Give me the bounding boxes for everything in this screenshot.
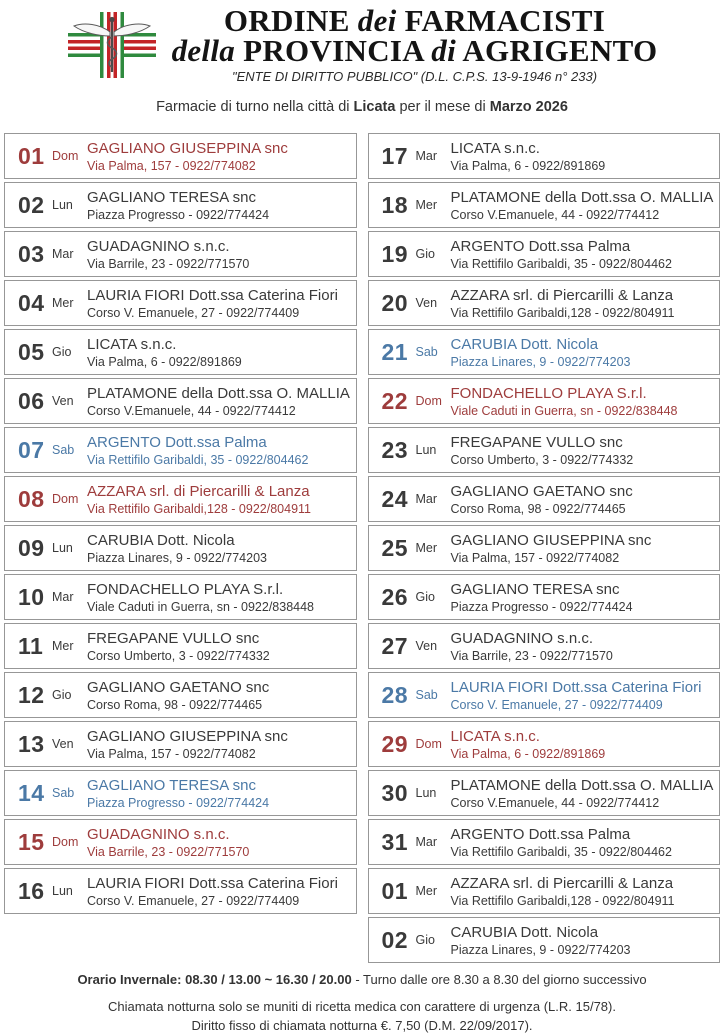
pharmacy-name: GUADAGNINO s.n.c. bbox=[450, 629, 594, 647]
pharmacy-address: Via Palma, 157 - 0922/774082 bbox=[87, 746, 256, 761]
pharmacy-info bbox=[451, 336, 631, 369]
pharmacy-name: LAURIA FIORI Dott.ssa Caterina Fiori bbox=[87, 874, 338, 892]
pharmacy-info bbox=[87, 385, 350, 418]
day-of-week: Gio bbox=[415, 247, 435, 261]
day-number: 07 bbox=[18, 436, 45, 463]
pharmacy-info bbox=[451, 532, 652, 565]
pharmacy-name: ARGENTO Dott.ssa Palma bbox=[87, 433, 267, 451]
day-number: 25 bbox=[381, 534, 409, 561]
pharmacy-info bbox=[87, 287, 338, 320]
duty-row bbox=[4, 378, 357, 424]
pharmacy-info bbox=[451, 924, 631, 957]
pharmacy-address: Via Barrile, 23 - 0922/771570 bbox=[87, 844, 250, 859]
day-number: 05 bbox=[18, 338, 45, 365]
pharmacy-info bbox=[451, 140, 606, 173]
duty-row bbox=[368, 574, 721, 620]
pharmacy-name: AZZARA srl. di Piercarilli & Lanza bbox=[87, 482, 310, 500]
pharmacy-name: LAURIA FIORI Dott.ssa Caterina Fiori bbox=[87, 286, 338, 304]
pharmacy-address: Via Palma, 6 - 0922/891869 bbox=[87, 354, 242, 369]
text-segment: della bbox=[171, 33, 236, 68]
duty-row bbox=[4, 770, 357, 816]
day-number: 26 bbox=[381, 583, 409, 610]
day-number: 29 bbox=[381, 730, 409, 757]
duty-row bbox=[4, 574, 357, 620]
duty-row bbox=[368, 868, 721, 914]
duty-row bbox=[368, 182, 721, 228]
pharmacy-info bbox=[451, 728, 606, 761]
pharmacy-address: Corso V. Emanuele, 27 - 0922/774409 bbox=[87, 893, 300, 908]
day-of-week: Mar bbox=[52, 590, 74, 604]
pharmacy-address: Via Rettifilo Garibaldi, 35 - 0922/804462 bbox=[450, 256, 672, 271]
pharmacy-name: GAGLIANO TERESA snc bbox=[87, 776, 256, 794]
pharmacy-address: Corso V.Emanuele, 44 - 0922/774412 bbox=[450, 207, 660, 222]
pharmacy-info bbox=[451, 875, 675, 908]
day-of-week: Mar bbox=[415, 835, 438, 849]
pharmacy-address: Corso V. Emanuele, 27 - 0922/774409 bbox=[450, 697, 663, 712]
duty-row bbox=[368, 280, 721, 326]
duty-row bbox=[4, 133, 357, 179]
day-of-week: Lun bbox=[415, 786, 437, 800]
duty-row bbox=[4, 819, 357, 865]
duty-column-right bbox=[368, 133, 721, 963]
pharmacy-info bbox=[87, 875, 338, 908]
day-of-week: Sab bbox=[52, 443, 75, 457]
pharmacy-info bbox=[87, 532, 267, 565]
day-number: 27 bbox=[381, 632, 409, 659]
pharmacy-name: LICATA s.n.c. bbox=[450, 727, 540, 745]
pharmacy-address: Viale Caduti in Guerra, sn - 0922/838448 bbox=[450, 403, 678, 418]
day-number: 12 bbox=[18, 681, 45, 708]
duty-column-left bbox=[4, 133, 357, 914]
pharmacy-address: Corso Umberto, 3 - 0922/774332 bbox=[87, 648, 270, 663]
pharmacy-address: Via Barrile, 23 - 0922/771570 bbox=[87, 256, 250, 271]
duty-row bbox=[4, 280, 357, 326]
org-legal-subtitle: "ENTE DI DIRITTO PUBBLICO" (D.L. C.P.S. 13-9-1946 n° 233) bbox=[231, 69, 598, 84]
day-of-week: Mar bbox=[415, 492, 438, 506]
duty-row bbox=[368, 133, 721, 179]
pharmacy-name: GAGLIANO GAETANO snc bbox=[87, 678, 270, 696]
pharmacy-name: FREGAPANE VULLO snc bbox=[87, 629, 260, 647]
pharmacy-name: LAURIA FIORI Dott.ssa Caterina Fiori bbox=[450, 678, 702, 696]
day-of-week: Ven bbox=[52, 737, 74, 751]
duty-row bbox=[4, 672, 357, 718]
day-number: 04 bbox=[18, 289, 45, 316]
day-of-week: Mer bbox=[52, 296, 74, 310]
pharmacy-info bbox=[451, 287, 675, 320]
duty-row bbox=[368, 378, 721, 424]
day-of-week: Sab bbox=[52, 786, 75, 800]
pharmacy-info bbox=[451, 679, 702, 712]
day-number: 01 bbox=[381, 877, 409, 904]
pharmacy-info bbox=[87, 777, 269, 810]
pharmacy-address: Via Rettifilo Garibaldi, 35 - 0922/804462 bbox=[450, 844, 672, 859]
pharmacy-address: Via Palma, 157 - 0922/774082 bbox=[450, 550, 620, 565]
day-of-week: Sab bbox=[415, 345, 438, 359]
day-of-week: Lun bbox=[52, 541, 73, 555]
pharmacy-address: Corso Umberto, 3 - 0922/774332 bbox=[450, 452, 634, 467]
pharmacy-address: Via Palma, 6 - 0922/891869 bbox=[450, 746, 606, 761]
day-of-week: Mar bbox=[415, 149, 438, 163]
day-of-week: Sab bbox=[415, 688, 438, 702]
pharmacy-info bbox=[87, 826, 249, 859]
text-segment: dei bbox=[357, 3, 397, 38]
pharmacy-address: Piazza Progresso - 0922/774424 bbox=[87, 207, 270, 222]
duty-row bbox=[4, 868, 357, 914]
pharmacy-address: Piazza Linares, 9 - 0922/774203 bbox=[450, 354, 631, 369]
pharmacy-address: Piazza Linares, 9 - 0922/774203 bbox=[450, 942, 631, 957]
duty-row bbox=[368, 770, 721, 816]
pharmacy-info bbox=[451, 581, 633, 614]
day-number: 13 bbox=[18, 730, 45, 757]
duty-row bbox=[368, 329, 721, 375]
pharmacy-name: FREGAPANE VULLO snc bbox=[450, 433, 623, 451]
duty-row bbox=[4, 231, 357, 277]
pharmacy-name: AZZARA srl. di Piercarilli & Lanza bbox=[450, 286, 674, 304]
pharmacy-info bbox=[451, 434, 634, 467]
day-of-week: Ven bbox=[415, 639, 438, 653]
day-number: 14 bbox=[18, 779, 45, 806]
org-title-line1 bbox=[172, 3, 658, 38]
duty-row bbox=[368, 917, 721, 963]
pharmacy-address: Via Rettifilo Garibaldi, 35 - 0922/804462 bbox=[87, 452, 309, 467]
pharmacy-info bbox=[451, 826, 672, 859]
pharmacy-info bbox=[87, 189, 269, 222]
pharmacy-name: GAGLIANO GIUSEPPINA snc bbox=[87, 727, 288, 745]
pharmacy-info bbox=[87, 728, 288, 761]
pharmacy-info bbox=[451, 189, 714, 222]
day-number: 18 bbox=[381, 191, 409, 218]
pharmacy-name: PLATAMONE della Dott.ssa O. MALLIA bbox=[450, 776, 714, 794]
pharmacy-address: Via Palma, 157 - 0922/774082 bbox=[87, 158, 256, 173]
pharmacy-address: Piazza Linares, 9 - 0922/774203 bbox=[87, 550, 267, 565]
duty-row bbox=[368, 819, 721, 865]
pharmacy-info bbox=[87, 630, 270, 663]
duty-row bbox=[368, 672, 721, 718]
text-segment: per il mese di bbox=[395, 99, 490, 115]
pharmacy-address: Piazza Progresso - 0922/774424 bbox=[87, 795, 270, 810]
pharmacy-name: GAGLIANO TERESA snc bbox=[450, 580, 620, 598]
footer-night-fee-note: Diritto fisso di chiamata notturna €. 7,50 (D.M. 22/09/2017). bbox=[191, 1018, 533, 1033]
day-of-week: Dom bbox=[415, 737, 442, 751]
pharmacy-name: ARGENTO Dott.ssa Palma bbox=[450, 825, 631, 843]
duty-row bbox=[4, 525, 357, 571]
footer-night-call-note: Chiamata notturna solo se muniti di ricetta medica con carattere di urgenza (L.R. 15/78). bbox=[108, 999, 616, 1014]
pharmacy-name: GAGLIANO TERESA snc bbox=[87, 188, 256, 206]
day-number: 28 bbox=[381, 681, 409, 708]
footer-opening-hours bbox=[0, 972, 724, 987]
pharmacy-name: ARGENTO Dott.ssa Palma bbox=[450, 237, 631, 255]
text-segment: Farmacie di turno nella città di bbox=[156, 99, 354, 115]
day-number: 02 bbox=[381, 926, 409, 953]
pharmacy-info bbox=[87, 679, 269, 712]
duty-row bbox=[368, 525, 721, 571]
day-of-week: Dom bbox=[415, 394, 442, 408]
text-segment: di bbox=[431, 33, 456, 68]
day-of-week: Gio bbox=[415, 933, 435, 947]
day-number: 30 bbox=[381, 779, 409, 806]
day-number: 21 bbox=[381, 338, 409, 365]
pharmacy-address: Via Rettifilo Garibaldi,128 - 0922/804911 bbox=[87, 501, 311, 516]
duty-row bbox=[368, 476, 721, 522]
day-number: 10 bbox=[18, 583, 45, 610]
day-of-week: Gio bbox=[415, 590, 435, 604]
pharmacy-name: GAGLIANO GIUSEPPINA snc bbox=[87, 139, 288, 157]
day-number: 15 bbox=[18, 828, 45, 855]
page-title bbox=[0, 99, 724, 115]
pharmacy-address: Viale Caduti in Guerra, sn - 0922/838448 bbox=[87, 599, 315, 614]
org-title-line2 bbox=[171, 33, 658, 68]
day-of-week: Dom bbox=[52, 835, 79, 849]
day-number: 03 bbox=[18, 240, 45, 267]
pharmacy-name: GAGLIANO GAETANO snc bbox=[450, 482, 633, 500]
pharmacy-name: FONDACHELLO PLAYA S.r.l. bbox=[87, 580, 284, 598]
duty-schedule-table bbox=[0, 133, 724, 963]
pharmacy-info bbox=[87, 336, 242, 369]
duty-row bbox=[4, 427, 357, 473]
day-number: 06 bbox=[18, 387, 45, 414]
pharmacy-info bbox=[451, 238, 672, 271]
text-segment: ORDINE bbox=[223, 3, 358, 38]
day-of-week: Gio bbox=[52, 345, 72, 359]
pharmacy-address: Via Rettifilo Garibaldi,128 - 0922/804911 bbox=[450, 893, 675, 908]
pharmacy-name: LICATA s.n.c. bbox=[87, 335, 177, 353]
pharmacy-name: CARUBIA Dott. Nicola bbox=[450, 923, 599, 941]
text-segment: PROVINCIA bbox=[235, 33, 432, 68]
pharmacy-name: LICATA s.n.c. bbox=[450, 139, 540, 157]
day-number: 19 bbox=[381, 240, 409, 267]
text-segment: Orario Invernale: 08.30 / 13.00 ~ 16.30 / 20.00 bbox=[77, 972, 352, 987]
day-of-week: Ven bbox=[415, 296, 438, 310]
pharmacy-name: CARUBIA Dott. Nicola bbox=[450, 335, 599, 353]
pharmacy-info bbox=[451, 630, 613, 663]
duty-row bbox=[4, 329, 357, 375]
pharmacy-name: PLATAMONE della Dott.ssa O. MALLIA bbox=[87, 384, 350, 402]
day-number: 31 bbox=[381, 828, 409, 855]
pharmacy-info bbox=[87, 434, 308, 467]
text-segment: - Turno dalle ore 8.30 a 8.30 del giorno successivo bbox=[351, 972, 647, 987]
day-number: 09 bbox=[18, 534, 45, 561]
day-number: 16 bbox=[18, 877, 45, 904]
org-title-block bbox=[171, 3, 658, 84]
pharmacy-name: AZZARA srl. di Piercarilli & Lanza bbox=[450, 874, 674, 892]
day-of-week: Mar bbox=[52, 247, 74, 261]
pharmacy-address: Via Rettifilo Garibaldi,128 - 0922/804911 bbox=[450, 305, 675, 320]
pharmacy-name: CARUBIA Dott. Nicola bbox=[87, 531, 235, 549]
pharmacy-address: Via Barrile, 23 - 0922/771570 bbox=[450, 648, 613, 663]
day-of-week: Lun bbox=[52, 198, 73, 212]
duty-row bbox=[4, 476, 357, 522]
pharmacy-info bbox=[87, 140, 288, 173]
pharmacy-address: Corso V. Emanuele, 27 - 0922/774409 bbox=[87, 305, 300, 320]
pharmacy-name: GAGLIANO GIUSEPPINA snc bbox=[450, 531, 652, 549]
pharmacy-address: Via Palma, 6 - 0922/891869 bbox=[450, 158, 606, 173]
pharmacy-address: Corso Roma, 98 - 0922/774465 bbox=[87, 697, 263, 712]
day-of-week: Dom bbox=[52, 149, 79, 163]
day-of-week: Gio bbox=[52, 688, 72, 702]
text-segment: Marzo 2026 bbox=[489, 99, 568, 115]
duty-row bbox=[368, 427, 721, 473]
text-segment: FARMACISTI bbox=[396, 3, 606, 38]
pharmacy-address: Piazza Progresso - 0922/774424 bbox=[450, 599, 633, 614]
duty-row bbox=[4, 721, 357, 767]
pharmacy-address: Corso Roma, 98 - 0922/774465 bbox=[450, 501, 626, 516]
pharmacy-info bbox=[451, 385, 678, 418]
pharmacy-name: GUADAGNINO s.n.c. bbox=[87, 237, 230, 255]
header bbox=[0, 0, 724, 84]
pharmacy-info bbox=[87, 238, 249, 271]
day-of-week: Mer bbox=[415, 541, 438, 555]
pharmacy-address: Corso V.Emanuele, 44 - 0922/774412 bbox=[87, 403, 296, 418]
day-number: 23 bbox=[381, 436, 409, 463]
day-number: 17 bbox=[381, 142, 409, 169]
day-of-week: Lun bbox=[415, 443, 437, 457]
pharmacy-info bbox=[451, 483, 633, 516]
day-number: 08 bbox=[18, 485, 45, 512]
day-number: 20 bbox=[381, 289, 409, 316]
duty-row bbox=[4, 182, 357, 228]
pharmacy-info bbox=[451, 777, 714, 810]
duty-row bbox=[368, 721, 721, 767]
pharmacists-order-cross-caduceus-icon bbox=[67, 12, 157, 78]
day-of-week: Mer bbox=[52, 639, 74, 653]
day-of-week: Dom bbox=[52, 492, 79, 506]
day-number: 24 bbox=[381, 485, 409, 512]
day-of-week: Mer bbox=[415, 884, 438, 898]
day-number: 01 bbox=[18, 142, 45, 169]
pharmacy-info bbox=[87, 581, 314, 614]
pharmacy-name: FONDACHELLO PLAYA S.r.l. bbox=[450, 384, 647, 402]
text-segment: Licata bbox=[353, 99, 396, 115]
pharmacy-info bbox=[87, 483, 311, 516]
day-number: 22 bbox=[381, 387, 409, 414]
footer bbox=[0, 972, 724, 1035]
day-of-week: Lun bbox=[52, 884, 73, 898]
pharmacy-name: PLATAMONE della Dott.ssa O. MALLIA bbox=[450, 188, 714, 206]
pharmacy-address: Corso V.Emanuele, 44 - 0922/774412 bbox=[450, 795, 660, 810]
pharmacy-name: GUADAGNINO s.n.c. bbox=[87, 825, 230, 843]
day-of-week: Ven bbox=[52, 394, 74, 408]
text-segment: AGRIGENTO bbox=[456, 33, 658, 68]
day-number: 11 bbox=[18, 632, 44, 659]
duty-row bbox=[4, 623, 357, 669]
duty-row bbox=[368, 231, 721, 277]
day-number: 02 bbox=[18, 191, 45, 218]
duty-row bbox=[368, 623, 721, 669]
day-of-week: Mer bbox=[415, 198, 438, 212]
